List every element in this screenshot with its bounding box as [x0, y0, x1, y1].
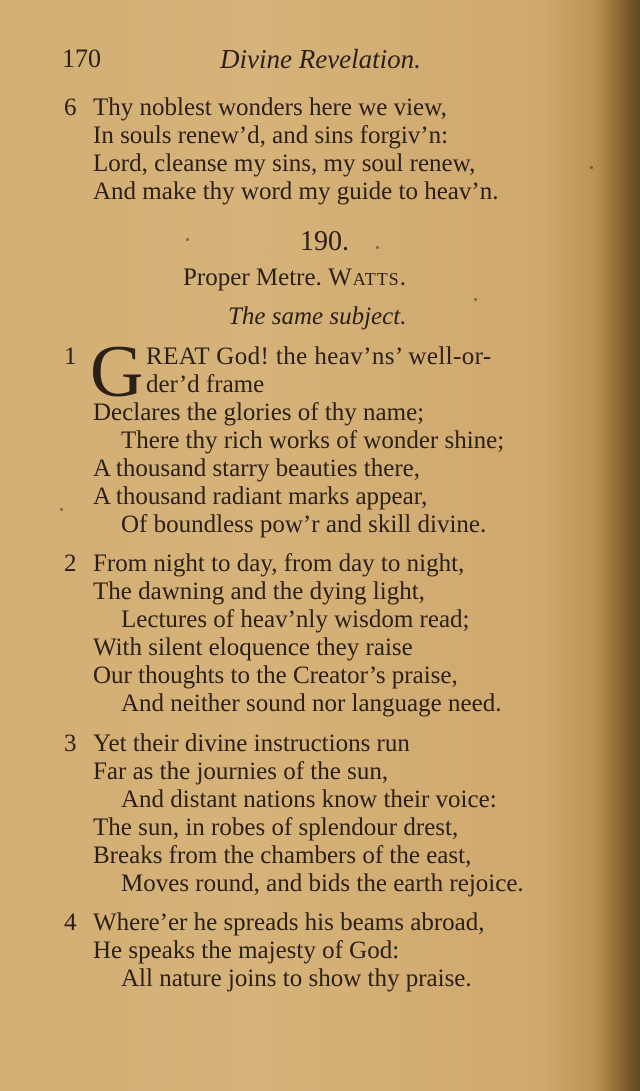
author: Watts.: [328, 264, 407, 291]
verse-line: The dawning and the dying light,: [93, 578, 425, 605]
verse-line: With silent eloquence they raise: [93, 634, 413, 661]
verse-line: All nature joins to show thy praise.: [121, 965, 472, 992]
verse-line: From night to day, from day to night,: [93, 550, 465, 577]
verse-line: In souls renew’d, and sins forgiv’n:: [93, 122, 449, 149]
drop-cap: G: [90, 331, 144, 413]
verse-line: Breaks from the chambers of the east,: [93, 842, 472, 869]
verse-line: And neither sound nor language need.: [121, 690, 502, 717]
verse-number: 6: [64, 94, 77, 121]
verse-number: 4: [64, 909, 77, 936]
verse-number: 2: [64, 550, 77, 577]
verse-number: 1: [64, 343, 77, 370]
paper-speck: [60, 508, 63, 511]
paper-speck: [474, 298, 477, 301]
verse-line: Moves round, and bids the earth rejoice.: [121, 870, 524, 897]
verse-line: der’d frame: [146, 371, 265, 398]
hymn-subject: The same subject.: [228, 303, 407, 330]
hymn-number: 190.: [300, 226, 349, 257]
verse-line: Lord, cleanse my sins, my soul renew,: [93, 150, 476, 177]
verse-line: A thousand radiant marks appear,: [93, 483, 428, 510]
verse-line: Thy noblest wonders here we view,: [93, 94, 447, 121]
page-edge-shadow: [594, 0, 640, 1091]
verse-line: Far as the journies of the sun,: [93, 758, 389, 785]
page-header: [62, 44, 582, 84]
running-title: Divine Revelation.: [220, 44, 421, 74]
verse-line: Yet their divine instructions run: [93, 730, 410, 757]
verse-line: REAT God! the heav’ns’ well-or-: [146, 343, 492, 370]
verse-number: 3: [64, 730, 77, 757]
paper-speck: [376, 246, 379, 249]
verse-line: Our thoughts to the Creator’s praise,: [93, 662, 458, 689]
verse-line: Declares the glories of thy name;: [93, 399, 425, 426]
verse-line: There thy rich works of wonder shine;: [121, 427, 505, 454]
verse-line: Of boundless pow’r and skill divine.: [121, 511, 487, 538]
verse-line: And distant nations know their voice:: [121, 786, 497, 813]
verse-line: The sun, in robes of splendour drest,: [93, 814, 459, 841]
page-number: 170: [62, 44, 101, 73]
verse-line: A thousand starry beauties there,: [93, 455, 420, 482]
verse-line: Lectures of heav’nly wisdom read;: [121, 606, 470, 633]
verse-line: He speaks the majesty of God:: [93, 937, 400, 964]
metre-line: [183, 264, 407, 292]
metre: Proper Metre.: [183, 264, 322, 291]
paper-speck: [186, 238, 189, 241]
verse-line: Where’er he spreads his beams abroad,: [93, 909, 485, 936]
verse-line: And make thy word my guide to heav’n.: [93, 178, 499, 205]
paper-speck: [590, 166, 593, 169]
